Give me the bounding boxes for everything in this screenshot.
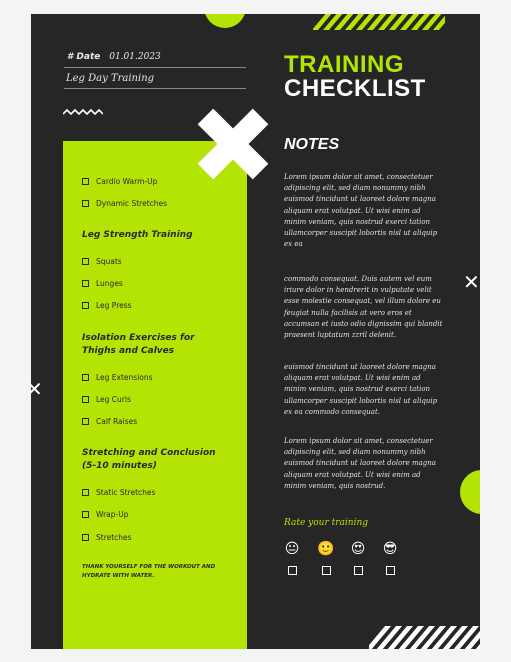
- decorative-circle-top: [204, 14, 246, 28]
- date-value: 01.01.2023: [109, 52, 161, 62]
- checklist-item-dynamic-stretches[interactable]: Dynamic Stretches: [82, 199, 167, 208]
- checklist-item-lunges[interactable]: Lunges: [82, 279, 123, 288]
- neutral-face-icon: 😐: [284, 541, 300, 557]
- notes-paragraph: Lorem ipsum dolor sit amet, consectetuer adipiscing elit, sed diam nonummy nibh euismod tincidunt ut laoreet dolore magna aliquam erat volutpat. Ut wisi enim ad minim veniam, quis nostrud exerci tation ullamcorper suscipit lobortis nisl ut aliquip ex ea: [284, 173, 438, 249]
- rating-checkbox-heart-eyes[interactable]: [354, 566, 363, 575]
- notes-paragraph: commodo consequat. Duis autem vel eum iriure dolor in hendrerit in vulputate velit esse molestie consequat, vel illum dolore eu feugiat nulla facilisis at vero eros et accumsan et iusto odio dignissim qui blandit praesent luptatum zzril delenit.: [284, 275, 443, 340]
- checkbox[interactable]: [82, 258, 89, 265]
- checkbox[interactable]: [82, 396, 89, 403]
- date-label: # Date: [67, 52, 101, 62]
- date-row: [67, 52, 161, 62]
- notes-paragraph: Lorem ipsum dolor sit amet, consectetuer adipiscing elit, sed diam nonummy nibh euismod tincidunt ut laoreet dolore magna aliquam erat volutpat. Ut wisi enim ad minim veniam, quis nostrud.: [284, 437, 436, 490]
- decorative-stripes-bottom: [369, 626, 480, 649]
- date-underline: [64, 67, 246, 68]
- checkbox[interactable]: [82, 374, 89, 381]
- section-heading-leg-strength: Leg Strength Training: [82, 230, 193, 240]
- title-line1: TRAINING: [284, 51, 404, 78]
- rating-checkbox-neutral[interactable]: [288, 566, 297, 575]
- session-underline: [64, 88, 246, 89]
- section-heading-isolation: Isolation Exercises for Thighs and Calves: [82, 333, 195, 356]
- checklist-item-wrap-up[interactable]: Wrap-Up: [82, 510, 128, 519]
- checkbox[interactable]: [82, 280, 89, 287]
- session-name: Leg Day Training: [66, 73, 155, 84]
- title-line2: CHECKLIST: [284, 75, 426, 102]
- checklist-item-cardio-warm-up[interactable]: Cardio Warm-Up: [82, 177, 157, 186]
- rating-checkbox-sunglasses[interactable]: [386, 566, 395, 575]
- notes-heading: NOTES: [284, 136, 340, 153]
- checkbox[interactable]: [82, 534, 89, 541]
- x-mark-icon: [198, 109, 268, 179]
- decorative-circle-right: [460, 470, 480, 514]
- rating-checkbox-smiling[interactable]: [322, 566, 331, 575]
- rating-heading: Rate your training: [284, 518, 369, 528]
- footer-note: THANK YOURSELF FOR THE WORKOUT AND HYDRATE WITH WATER.: [82, 564, 216, 579]
- checklist-item-squats[interactable]: Squats: [82, 257, 122, 266]
- checklist-item-leg-press[interactable]: Leg Press: [82, 301, 132, 310]
- edge-x-icon: ✕: [463, 270, 480, 294]
- checklist-item-stretches[interactable]: Stretches: [82, 533, 132, 542]
- checkbox[interactable]: [82, 418, 89, 425]
- checklist-item-leg-extensions[interactable]: Leg Extensions: [82, 373, 153, 382]
- section-heading-stretching: Stretching and Conclusion (5-10 minutes): [82, 448, 216, 471]
- training-checklist-page: [31, 14, 480, 649]
- checkbox[interactable]: [82, 302, 89, 309]
- heart-eyes-face-icon: 😍: [350, 541, 366, 557]
- checkbox[interactable]: [82, 178, 89, 185]
- checkbox[interactable]: [82, 511, 89, 518]
- smiling-face-icon: 🙂: [317, 541, 335, 557]
- checklist-item-leg-curls[interactable]: Leg Curls: [82, 395, 131, 404]
- zigzag-decoration: [63, 108, 103, 116]
- checklist-item-calf-raises[interactable]: Calf Raises: [82, 417, 137, 426]
- notes-paragraph: euismod tincidunt ut laoreet dolore magna aliquam erat volutpat. Ut wisi enim ad minim veniam, quis nostrud exerci tation ullamcorper suscipit lobortis nisl ut aliquip ex ea commodo consequat.: [284, 363, 438, 416]
- sunglasses-face-icon: 😎: [382, 541, 398, 557]
- decorative-stripes-top: [313, 14, 445, 30]
- checkbox[interactable]: [82, 200, 89, 207]
- checkbox[interactable]: [82, 489, 89, 496]
- edge-x-icon: ✕: [26, 377, 43, 401]
- checklist-item-static-stretches[interactable]: Static Stretches: [82, 488, 155, 497]
